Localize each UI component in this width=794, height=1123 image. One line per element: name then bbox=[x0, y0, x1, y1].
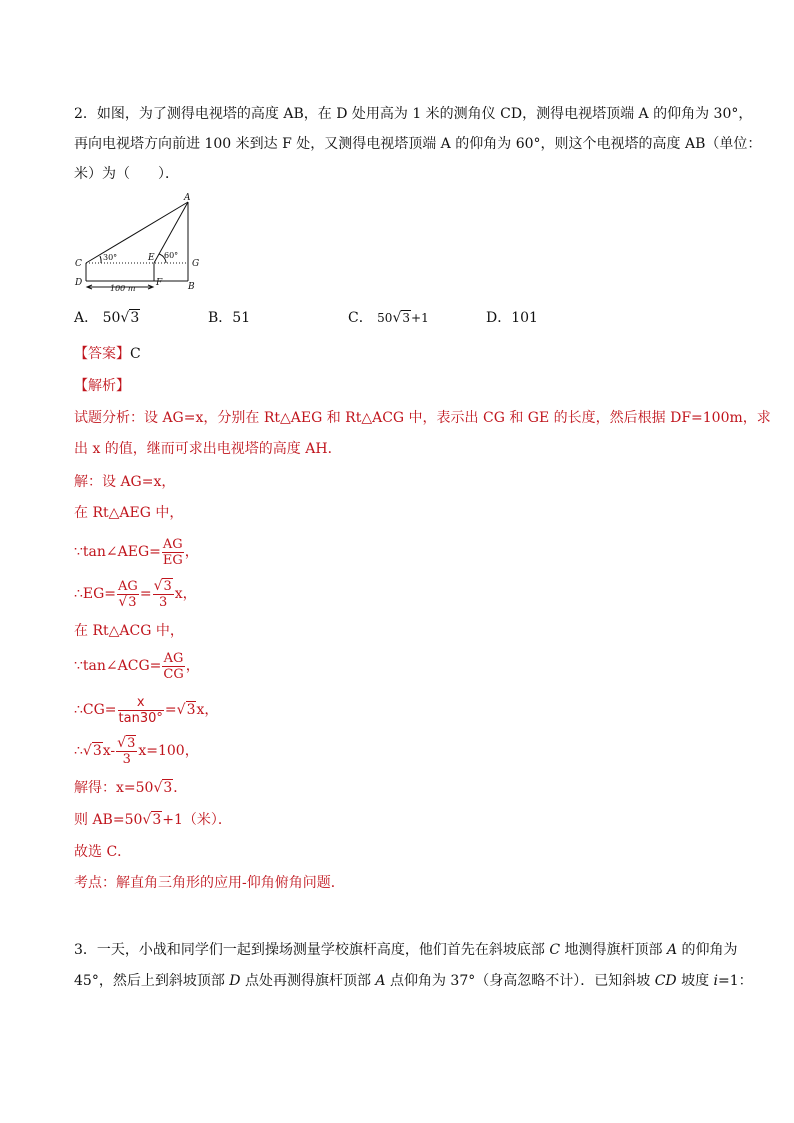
label-F: F bbox=[156, 278, 163, 288]
analysis-line2: 出 x 的值，继而可求出电视塔的高度 AH． bbox=[74, 441, 342, 457]
solution-line4: ∴EG= $\frac{AG}{√3}$ = $\frac{√3}{3}$ x， bbox=[74, 577, 197, 610]
sol10-pre: 则 AB=50 bbox=[74, 812, 143, 828]
sol8-pre: ∴ bbox=[74, 743, 83, 759]
q3-text-line2 bbox=[74, 971, 753, 991]
q2-text-line1: 2．如图，为了测得电视塔的高度 AB，在 D 处用高为 1 米的测角仪 CD，测得电视塔顶端 A 的仰角为 30°， bbox=[74, 106, 753, 122]
sol6-den: CG bbox=[163, 666, 184, 682]
q2-text-line3: 米）为（ ）． bbox=[74, 166, 179, 182]
label-B: B bbox=[188, 282, 195, 292]
sol4-den2: 3 bbox=[159, 594, 168, 610]
q2-text-line2: 再向电视塔方向前进 100 米到达 F 处，又测得电视塔顶端 A 的仰角为 60°，则这个电视塔的高度 AB（单位： bbox=[74, 136, 762, 152]
label-C: C bbox=[75, 259, 82, 269]
sol8-rad: 3 bbox=[92, 743, 102, 759]
sol4-pre: ∴EG= bbox=[74, 586, 117, 602]
sol4-post: x， bbox=[174, 586, 197, 602]
sol8-post: x=100， bbox=[138, 743, 199, 759]
sol7-eq: = bbox=[164, 702, 177, 718]
solution-line5: 在 Rt△ACG 中， bbox=[74, 623, 184, 639]
q2-figure bbox=[70, 192, 210, 292]
sol7-den: tan30° bbox=[118, 710, 163, 726]
answer-tag: 【答案】 bbox=[74, 346, 130, 362]
q3-l1-C: C bbox=[549, 942, 561, 958]
sol4-num2-rad: 3 bbox=[163, 578, 172, 594]
solution-line12: 考点：解直角三角形的应用-仰角俯角问题． bbox=[74, 875, 345, 891]
sol7-post: x， bbox=[196, 702, 219, 718]
sol3-den: EG bbox=[162, 552, 183, 568]
solution-line8: ∴√3x- $\frac{√3}{3}$ x=100， bbox=[74, 734, 199, 767]
sol6-post: ， bbox=[185, 658, 200, 674]
q3-l1-A: A bbox=[666, 942, 678, 958]
distance-label: 100 m bbox=[110, 284, 136, 292]
angle-60-label: 60° bbox=[164, 251, 179, 260]
sol4-num: AG bbox=[118, 578, 138, 594]
q3-l2-i: i bbox=[713, 973, 719, 989]
q3-l2-e: =1： bbox=[718, 973, 753, 989]
option-b: B．51 bbox=[208, 310, 251, 326]
label-E: E bbox=[148, 253, 155, 263]
solution-line10: 则 AB=50√3+1（米）． bbox=[74, 812, 232, 828]
solution-line3 bbox=[74, 534, 199, 570]
sol8-num-rad: 3 bbox=[127, 735, 136, 751]
option-a-num: 50 bbox=[102, 310, 121, 326]
q3-l2-d: 坡度 bbox=[676, 973, 714, 989]
q3-l2-c: 点仰角为 37°（身高忽略不计）．已知斜坡 bbox=[385, 973, 655, 989]
sol9-pre: 解得：x=50 bbox=[74, 780, 154, 796]
q3-l1-a: 3．一天，小战和同学们一起到操场测量学校旗杆高度，他们首先在斜坡底部 bbox=[74, 942, 550, 958]
sol8-den: 3 bbox=[122, 751, 131, 767]
sol9-rad: 3 bbox=[163, 780, 173, 796]
sol8-mid: x- bbox=[102, 743, 116, 759]
sol3-post: ， bbox=[184, 544, 199, 560]
label-D: D bbox=[75, 278, 83, 288]
analysis-tag: 【解析】 bbox=[74, 378, 130, 394]
option-d: D．101 bbox=[486, 310, 538, 326]
label-A: A bbox=[184, 193, 191, 203]
q3-l2-D: D bbox=[229, 973, 241, 989]
option-c-tail: +1 bbox=[411, 311, 429, 325]
solution-line6 bbox=[74, 648, 200, 684]
option-c-rad: 3 bbox=[402, 311, 411, 325]
label-G: G bbox=[192, 259, 200, 269]
sol4-den-rad: 3 bbox=[128, 594, 137, 610]
angle-30-label: 30° bbox=[103, 253, 118, 262]
q3-l2-a: 45°，然后上到斜坡顶部 bbox=[74, 973, 230, 989]
sol10-post: +1（米）． bbox=[162, 812, 232, 828]
sol3-pre: ∵tan∠AEG= bbox=[74, 544, 161, 560]
solution-line9: 解得：x=50√3． bbox=[74, 780, 188, 796]
sol9-post: ． bbox=[173, 780, 188, 796]
option-a: A． 50√3 bbox=[74, 310, 140, 326]
sol7-pre: ∴CG= bbox=[74, 702, 117, 718]
sol6-num: AG bbox=[163, 650, 184, 666]
q3-l2-CD: CD bbox=[654, 973, 677, 989]
sol3-num: AG bbox=[162, 536, 183, 552]
q3-l2-b: 点处再测得旗杆顶部 bbox=[240, 973, 376, 989]
sol6-pre: ∵tan∠ACG= bbox=[74, 658, 162, 674]
analysis-line1: 试题分析：设 AG=x，分别在 Rt△AEG 和 Rt△ACG 中，表示出 CG 和 GE 的长度，然后根据 DF=100m，求 bbox=[74, 410, 771, 426]
sol4-eq: = bbox=[139, 586, 152, 602]
q3-l1-d: 的仰角为 bbox=[677, 942, 738, 958]
option-a-rad: 3 bbox=[130, 310, 140, 326]
q3-text-line1 bbox=[74, 940, 738, 960]
option-a-label: A． bbox=[74, 310, 99, 326]
sol7-rad: 3 bbox=[186, 702, 196, 718]
solution-line2: 在 Rt△AEG 中， bbox=[74, 505, 184, 521]
solution-line1: 解：设 AG=x， bbox=[74, 474, 176, 490]
option-c-label: C． bbox=[348, 310, 373, 326]
answer-line bbox=[74, 344, 141, 364]
solution-line7: ∴CG= $\frac{x}{\tan 30^\circ}$ =√3x， bbox=[74, 694, 219, 726]
q3-l2-A: A bbox=[375, 973, 386, 989]
q3-l1-b: 地测得旗杆顶部 bbox=[560, 942, 667, 958]
option-c: C． 50√3+1 bbox=[348, 310, 429, 326]
solution-line11: 故选 C． bbox=[74, 844, 132, 860]
answer-value: C bbox=[130, 346, 141, 362]
sol10-rad: 3 bbox=[152, 812, 162, 828]
sol7-num: x bbox=[118, 695, 164, 711]
option-c-num: 50 bbox=[377, 311, 393, 325]
